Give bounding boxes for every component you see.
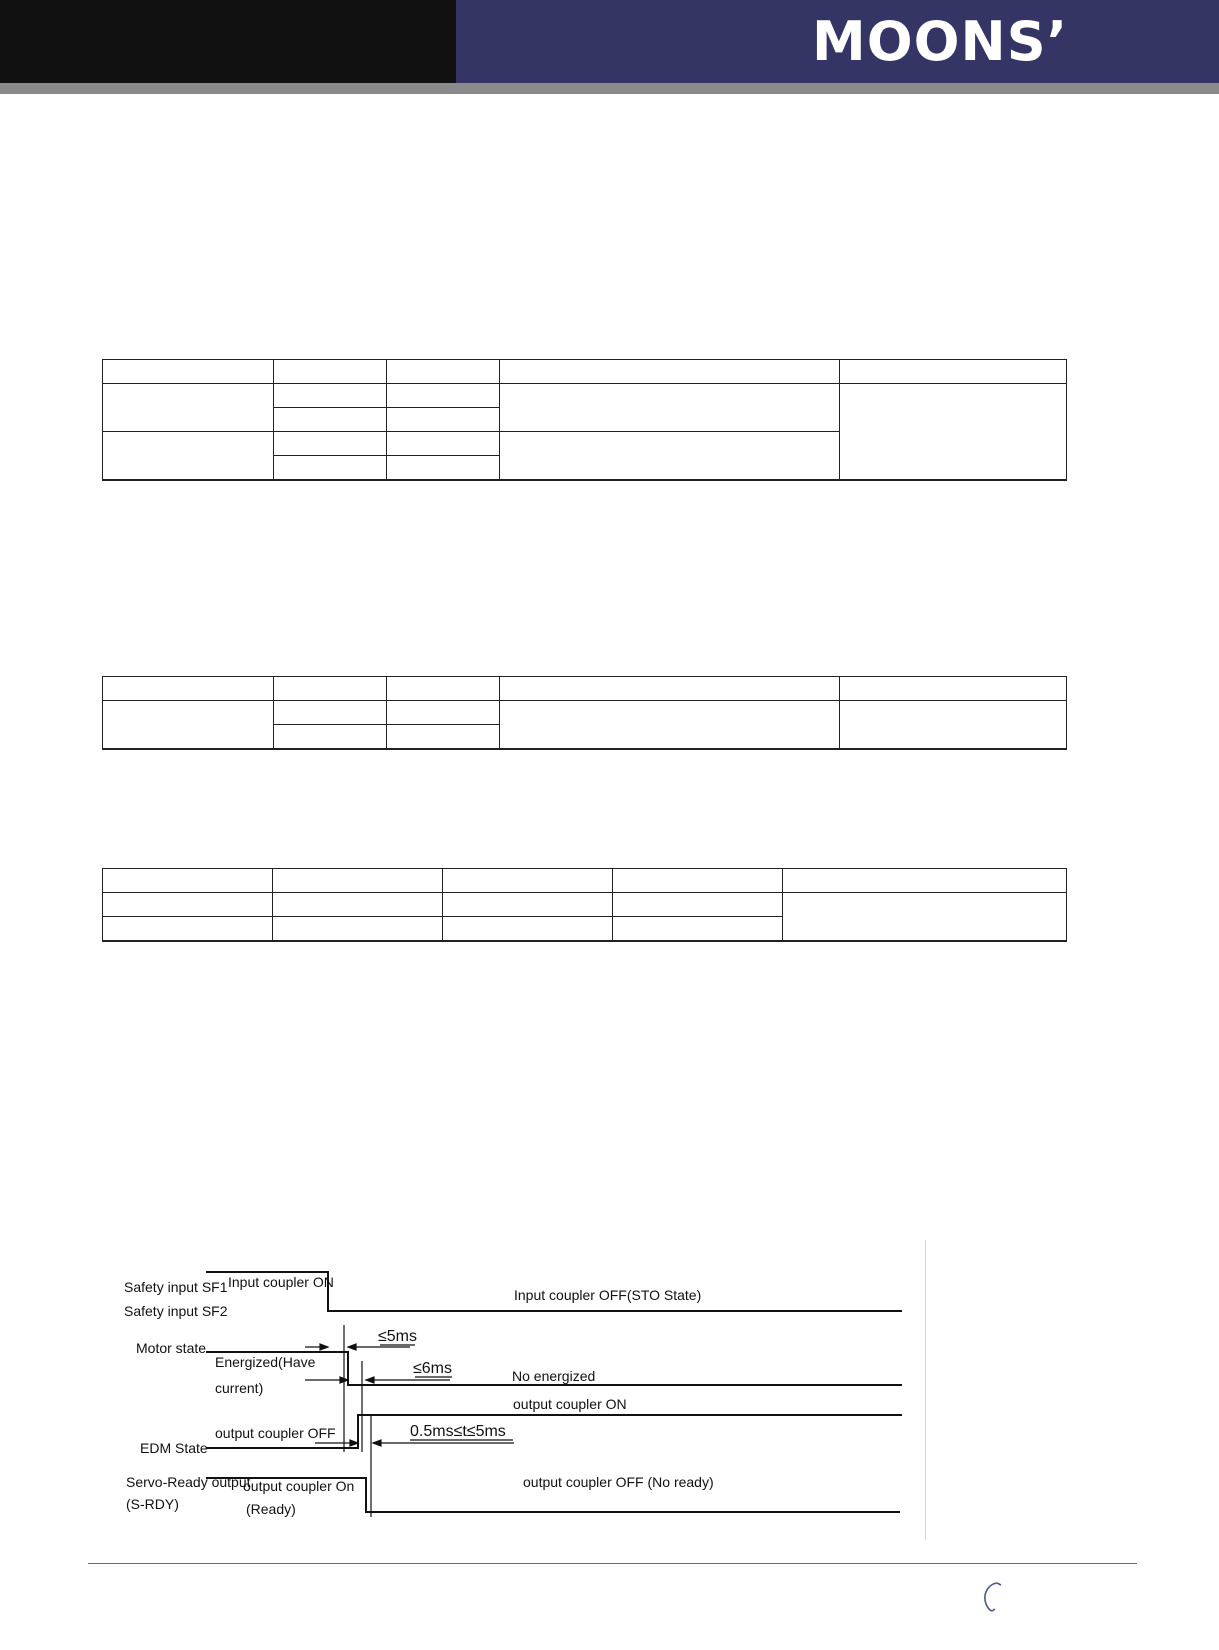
table-cell [500,432,840,481]
table-cell [387,432,500,456]
label-output-on-ready: output coupler On [243,1478,355,1494]
label-srdy: Servo-Ready output [126,1474,251,1490]
label-output-off-no-ready: output coupler OFF (No ready) [523,1474,714,1490]
table-cell [387,456,500,481]
arrow-head [366,1377,374,1383]
arrow-head [350,1440,358,1446]
table-cell [613,917,783,942]
label-sf2: Safety input SF2 [124,1303,228,1319]
table-cell [387,408,500,432]
table-cell [783,893,1067,942]
label-energized: Energized(Have [215,1354,316,1370]
table-cell [613,869,783,893]
table-cell [103,917,273,942]
table-cell [387,725,500,750]
table-cell [103,893,273,917]
label-output-on: output coupler ON [513,1396,627,1412]
table-cell [273,893,443,917]
header-dark-band [0,0,456,83]
arrow-head [348,1344,356,1350]
table-cell [387,677,500,701]
table-cell [840,360,1067,384]
table-cell [500,384,840,432]
timing-5ms: ≤5ms [378,1328,418,1345]
table-cell [500,701,840,750]
table-cell [387,701,500,725]
table-cell [840,384,1067,481]
label-output-off: output coupler OFF [215,1425,336,1441]
header-rule [0,83,1219,94]
phone-icon [981,1580,1003,1614]
table-cell [274,677,387,701]
sto-timing-diagram [110,1237,940,1537]
table-cell [613,893,783,917]
label-energized-current: current) [215,1380,264,1396]
label-motor-state: Motor state [136,1340,207,1356]
table-cell [500,677,840,701]
table-3 [102,868,1067,942]
table-row [103,869,1067,893]
table-row [103,893,1067,917]
table-2 [102,676,1067,750]
timing-6ms: ≤6ms [413,1360,453,1377]
table-cell [274,408,387,432]
table-cell [274,725,387,750]
table-cell [387,360,500,384]
table-cell [500,360,840,384]
table-cell [840,677,1067,701]
table-row [103,360,1067,384]
table-row [103,677,1067,701]
page-header [0,0,1219,94]
table-cell [103,677,274,701]
table-cell [443,869,613,893]
label-sf1: Safety input SF1 [124,1279,228,1295]
table-cell [103,869,273,893]
table-cell [443,893,613,917]
table-cell [103,384,274,432]
arrow-head [320,1344,328,1350]
timing-range: 0.5ms≤t≤5ms [410,1423,506,1440]
label-no-energized: No energized [512,1368,596,1384]
table-cell [103,360,274,384]
table-cell [274,360,387,384]
moons-logo: MOONS’ [812,10,1069,73]
label-srdy-abbrev: (S-RDY) [126,1496,179,1512]
arrow-head [373,1440,381,1446]
table-row [103,701,1067,725]
arrow-head [340,1377,348,1383]
table-cell [273,869,443,893]
table-cell [273,917,443,942]
table-cell [387,384,500,408]
table-cell [103,701,274,750]
diagram-divider [925,1240,926,1540]
label-edm-state: EDM State [140,1440,208,1456]
label-ready: (Ready) [246,1501,296,1517]
table-cell [443,917,613,942]
table-cell [274,384,387,408]
table-cell [783,869,1067,893]
footer-rule [88,1563,1137,1564]
table-cell [840,701,1067,750]
table-1 [102,359,1067,481]
table-cell [274,456,387,481]
table-cell [274,701,387,725]
table-cell [103,432,274,481]
table-cell [274,432,387,456]
label-input-off: Input coupler OFF(STO State) [514,1287,702,1303]
table-row [103,384,1067,408]
label-input-on: Input coupler ON [228,1274,334,1290]
